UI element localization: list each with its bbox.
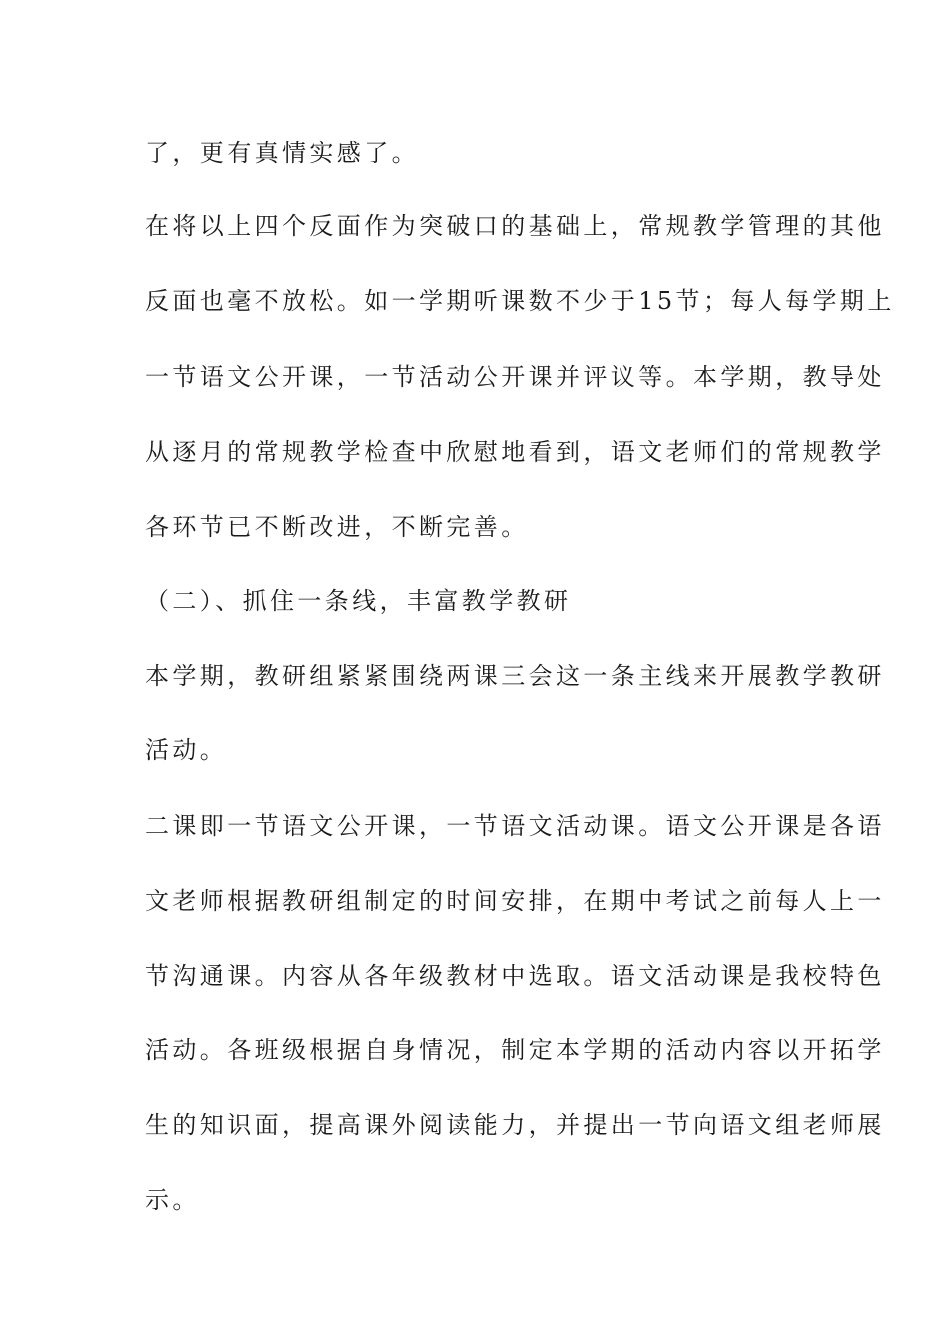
paragraph-line: 生的知识面，提高课外阅读能力，并提出一节向语文组老师展 [145, 1111, 885, 1139]
paragraph-line: 各环节已不断改进，不断完善。 [145, 513, 529, 541]
paragraph-line: 在将以上四个反面作为突破口的基础上，常规教学管理的其他 [145, 212, 885, 240]
paragraph-line: 活动。 [145, 736, 228, 764]
paragraph-line: 从逐月的常规教学检查中欣慰地看到，语文老师们的常规教学 [145, 438, 885, 466]
paragraph-line: 了，更有真情实感了。 [145, 139, 419, 167]
paragraph-line: 一节语文公开课，一节活动公开课并评议等。本学期，教导处 [145, 363, 885, 391]
paragraph-line: 二课即一节语文公开课，一节语文活动课。语文公开课是各语 [145, 812, 885, 840]
paragraph-line: 示。 [145, 1186, 200, 1214]
paragraph-line: 活动。各班级根据自身情况，制定本学期的活动内容以开拓学 [145, 1036, 885, 1064]
paragraph-line: 文老师根据教研组制定的时间安排，在期中考试之前每人上一 [145, 887, 885, 915]
paragraph-line: 节沟通课。内容从各年级教材中选取。语文活动课是我校特色 [145, 962, 885, 990]
section-heading: （二）、抓住一条线，丰富教学教研 [145, 587, 572, 615]
paragraph-line: 反面也毫不放松。如一学期听课数不少于15节；每人每学期上 [145, 287, 895, 315]
paragraph-line: 本学期，教研组紧紧围绕两课三会这一条主线来开展教学教研 [145, 662, 885, 690]
